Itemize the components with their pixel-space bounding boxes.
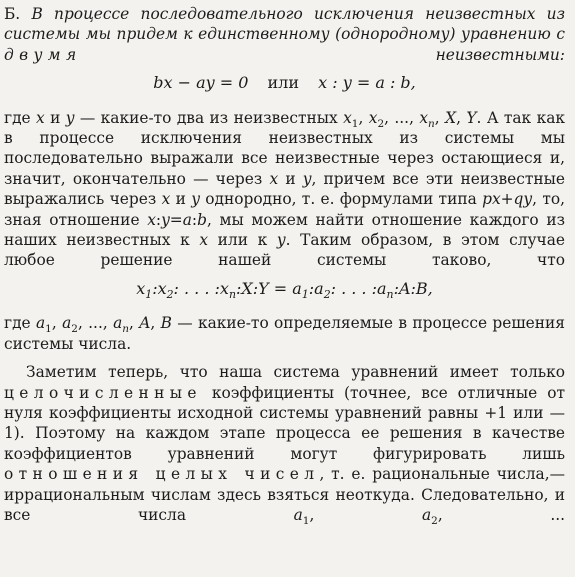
formula-2: $x_1:x_2$: . . . $:x_n:X:Y$ = $a_1:a_2$: . . . $:a_n:A:B$, bbox=[136, 278, 433, 302]
formula-1-or: или bbox=[267, 73, 300, 93]
paragraph-1 bbox=[4, 4, 565, 65]
formula-1 bbox=[4, 73, 565, 93]
paragraph-2: где x и y — какие-то два из неизвестных $x_1$, $x_2$, ..., $x_n$, X, Y. А так как в процессе исключения неизвестных из системы мы последовательно выражали все неизвестные через остающиеся и, значит, окончательно — через x и y, причем все эти неизвестные выражались через x и y однородно, т. е. формулами типа px+qy, то, зная отношение x:y=a:b, мы можем найти отношение каждого из наших неизвестных к x или к y. Таким образом, в этом случае любое решение нашей системы таково, что bbox=[4, 108, 565, 270]
formula-1-left: bx − ay = 0 bbox=[153, 73, 249, 93]
paragraph-4: Заметим теперь, что наша система уравнений имеет только целочисленные коэффициенты (точнее, все отличные от нуля коэффициенты исходной системы уравнений равны +1 или —1). Поэтому на каждом этапе процесса ее решения в качестве коэффициентов уравнений могут фигурировать лишь отношения целых чисел, т. е. рациональные числа,— иррациональным числам здесь взяться неоткуда. Следовательно, и все числа $a_1$, $a_2$, ... bbox=[4, 363, 566, 528]
p1-lead: Б. bbox=[4, 5, 32, 23]
p1-text: В процессе последовательного исключения неизвестных из системы мы придем к единственному (однородному) уравнению с двумя неизвестными: bbox=[4, 5, 565, 64]
formula-1-right: x : y = a : b, bbox=[318, 73, 416, 93]
paragraph-3: где $a_1$, $a_2$, ..., $a_n$, A, B — какие-то определяемые в процессе решения системы числа. bbox=[4, 314, 566, 353]
